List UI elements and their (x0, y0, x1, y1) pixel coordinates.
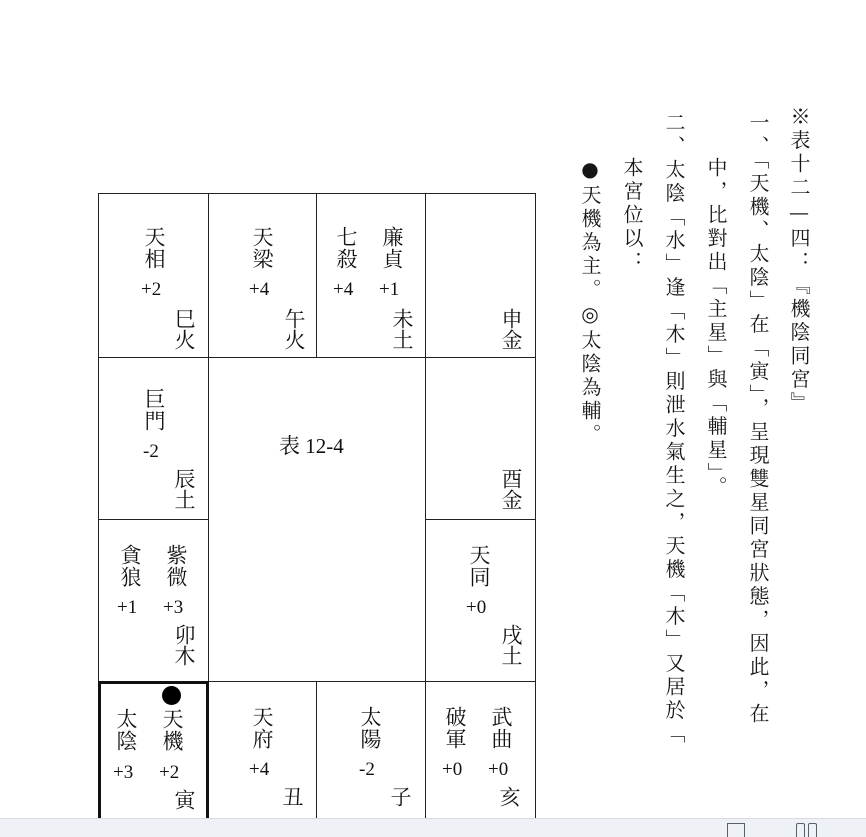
palace-si (99, 194, 209, 358)
text-line-5: ●天機為主。◎太陰為輔。 (578, 157, 602, 447)
palace-xu (426, 520, 536, 682)
main-star-marker (162, 686, 181, 705)
branch-element: 申金 (499, 308, 524, 350)
two-page-view-icon-right (808, 823, 817, 837)
two-page-view-icon[interactable] (796, 823, 805, 837)
table-caption: ※表十二—四：『機陰同宮』 (787, 106, 811, 416)
page-view-icon[interactable] (727, 823, 745, 837)
branch-element: 寅 (172, 789, 197, 810)
branch-element: 丑 (280, 786, 305, 807)
star-score: +0 (466, 597, 487, 618)
star-name: 天同 (467, 544, 491, 588)
star-score: +4 (249, 279, 270, 300)
viewer-toolbar (0, 818, 866, 837)
branch-element: 酉金 (499, 468, 524, 510)
star-score: +1 (379, 279, 400, 300)
text-line-3: 二、太陰「水」逢「木」則泄水氣生之，天機「木」又居於「 (662, 112, 686, 747)
star-name: 天機 (160, 708, 184, 752)
star-score: +3 (113, 762, 134, 783)
branch-element: 未土 (390, 308, 415, 350)
star-name: 巨門 (142, 388, 166, 432)
palace-you (426, 358, 536, 520)
star-name: 天相 (142, 226, 166, 270)
branch-element: 子 (388, 786, 413, 807)
branch-element: 午火 (282, 308, 307, 350)
palace-chart (98, 193, 536, 818)
star-score: -2 (143, 441, 159, 462)
star-name: 天府 (250, 706, 274, 750)
palace-chen (99, 358, 209, 520)
star-score: +4 (249, 759, 270, 780)
star-score: +2 (159, 762, 180, 783)
palace-wei (317, 194, 426, 358)
star-score: +0 (488, 759, 509, 780)
palace-wu (209, 194, 317, 358)
star-score: +2 (141, 279, 162, 300)
star-name: 貪狼 (118, 544, 142, 588)
star-score: +4 (333, 279, 354, 300)
star-score: +3 (163, 597, 184, 618)
star-name: 紫微 (164, 544, 188, 588)
palace-hai (426, 682, 536, 818)
branch-element: 辰土 (172, 468, 197, 510)
text-line-1: 一、「天機、太陰」在「寅」，呈現雙星同宮狀態，因此，在 (746, 112, 770, 727)
star-score: +1 (117, 597, 138, 618)
branch-element: 巳火 (172, 308, 197, 350)
star-name: 破軍 (443, 706, 467, 750)
chart-center (209, 358, 426, 682)
chart-label: 表 12-4 (279, 434, 344, 458)
star-score: -2 (359, 759, 375, 780)
star-score: +0 (442, 759, 463, 780)
star-name: 天梁 (250, 226, 274, 270)
palace-shen (426, 194, 536, 358)
star-name: 七殺 (334, 226, 358, 270)
palace-mao (99, 520, 209, 682)
star-name: 太陰 (114, 708, 138, 752)
palace-yin (98, 681, 209, 818)
branch-element: 卯木 (172, 624, 197, 666)
palace-zi (317, 682, 426, 818)
text-line-2: 中，比對出「主星」與「輔星」。 (704, 157, 728, 500)
star-name: 廉貞 (380, 226, 404, 270)
star-name: 武曲 (489, 706, 513, 750)
palace-chou (209, 682, 317, 818)
branch-element: 亥 (497, 786, 522, 807)
text-line-4: 本宮位以： (620, 157, 644, 275)
branch-element: 戌土 (499, 624, 524, 666)
star-name: 太陽 (358, 706, 382, 750)
